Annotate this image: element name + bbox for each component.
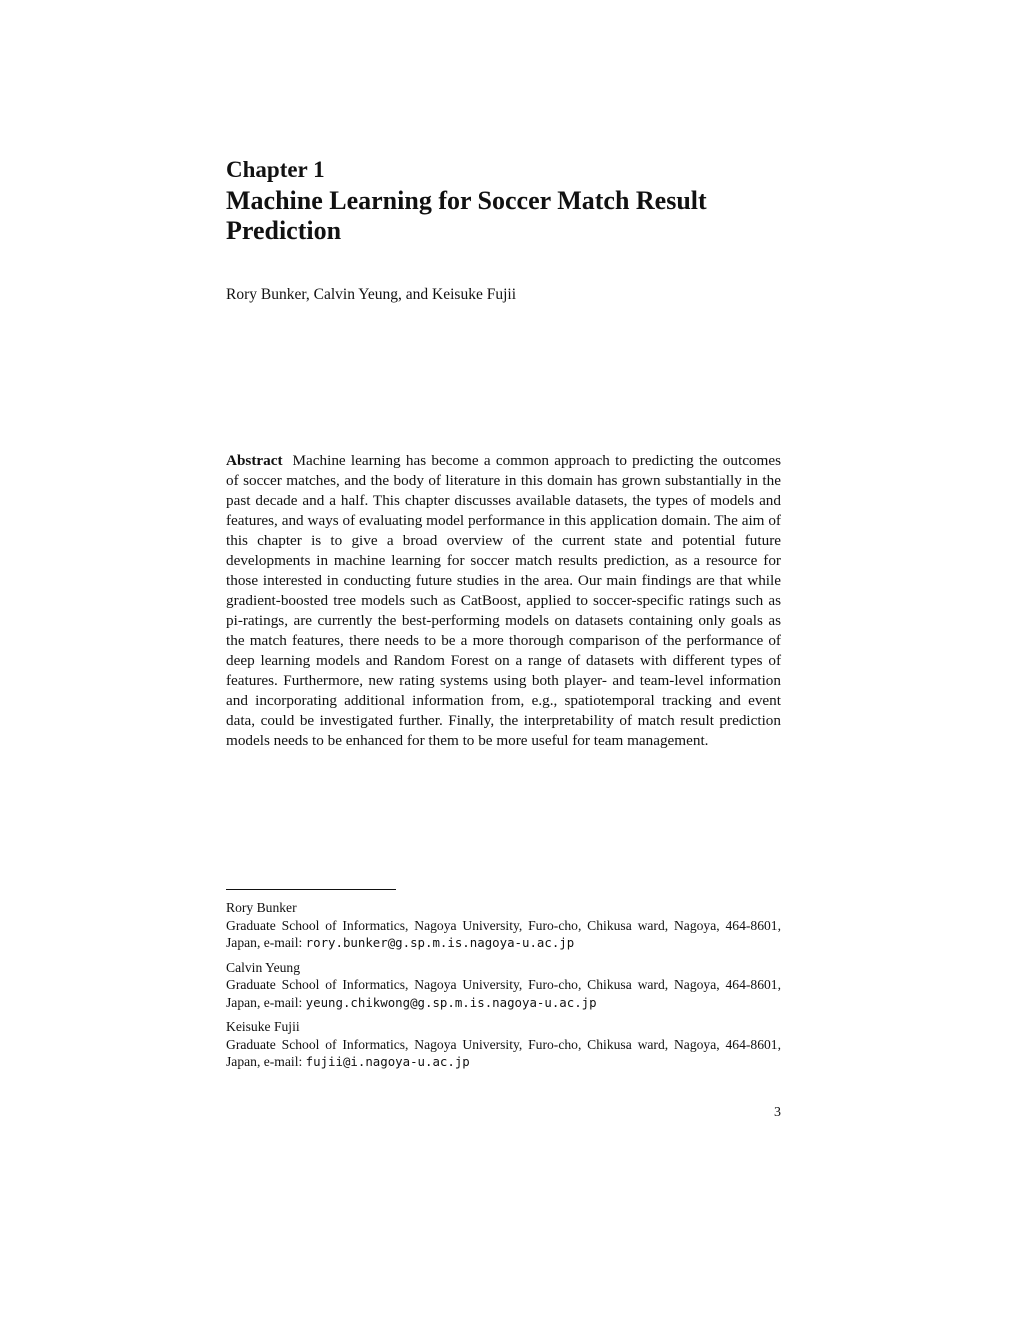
affiliation-name: Keisuke Fujii <box>226 1019 300 1034</box>
affiliation-name: Rory Bunker <box>226 900 297 915</box>
chapter-label: Chapter 1 <box>226 157 325 182</box>
affiliation-address: Graduate School of Informatics, Nagoya University, Furo-cho, Chikusa ward, Nagoya, 464-8601, Japan, e-mail: <box>226 917 781 950</box>
affiliation-email: yeung.chikwong@g.sp.m.is.nagoya-u.ac.jp <box>305 994 597 1010</box>
abstract-text: Machine learning has become a common approach to predicting the outcomes of soccer matches, and the body of literature in this domain has grown substantially in the past decade and a half. This chapter discusses available datasets, the types of models and features, and ways of evaluating model performance in this application domain. The aim of this chapter is to give a broad overview of the current state and potential future developments in machine learning for soccer match results prediction, as a resource for those interested in conducting future studies in the area. Our main findings are that while gradient-boosted tree models such as CatBoost, applied to soccer-specific ratings such as pi-ratings, are currently the best-performing models on datasets containing only goals as the match features, there needs to be a more thorough comparison of the performance of deep learning models and Random Forest on a range of datasets with different types of features. Furthermore, new rating systems using both player- and team-level information and incorporating additional information from, e.g., spatiotemporal tracking and event data, could be investigated further. Finally, the interpretability of match result prediction models needs to be enhanced for them to be more useful for team management. <box>226 452 781 749</box>
affiliation-name: Calvin Yeung <box>226 959 301 975</box>
affiliation-calvin-yeung <box>226 959 781 1012</box>
affiliation-address: Graduate School of Informatics, Nagoya University, Furo-cho, Chikusa ward, Nagoya, 464-8601, Japan, e-mail: <box>226 1036 781 1069</box>
footnote-divider <box>226 889 396 890</box>
affiliation-address-line <box>226 917 781 952</box>
chapter-title: Machine Learning for Soccer Match Result Prediction <box>226 186 707 245</box>
affiliation-rory-bunker <box>226 899 781 952</box>
affiliation-address-line <box>226 1036 781 1071</box>
abstract-label: Abstract <box>226 452 283 469</box>
affiliation-address-line <box>226 976 781 1011</box>
author-list: Rory Bunker, Calvin Yeung, and Keisuke Fujii <box>226 286 516 303</box>
page-number: 3 <box>774 1105 781 1120</box>
affiliation-keisuke-fujii <box>226 1018 781 1071</box>
affiliation-address: Graduate School of Informatics, Nagoya University, Furo-cho, Chikusa ward, Nagoya, 464-8601, Japan, e-mail: <box>226 977 781 1010</box>
affiliation-email: rory.bunker@g.sp.m.is.nagoya-u.ac.jp <box>305 935 575 950</box>
abstract-paragraph <box>226 451 781 751</box>
affiliation-email: fujii@i.nagoya-u.ac.jp <box>305 1054 470 1069</box>
affiliation-footnotes <box>226 899 781 1078</box>
